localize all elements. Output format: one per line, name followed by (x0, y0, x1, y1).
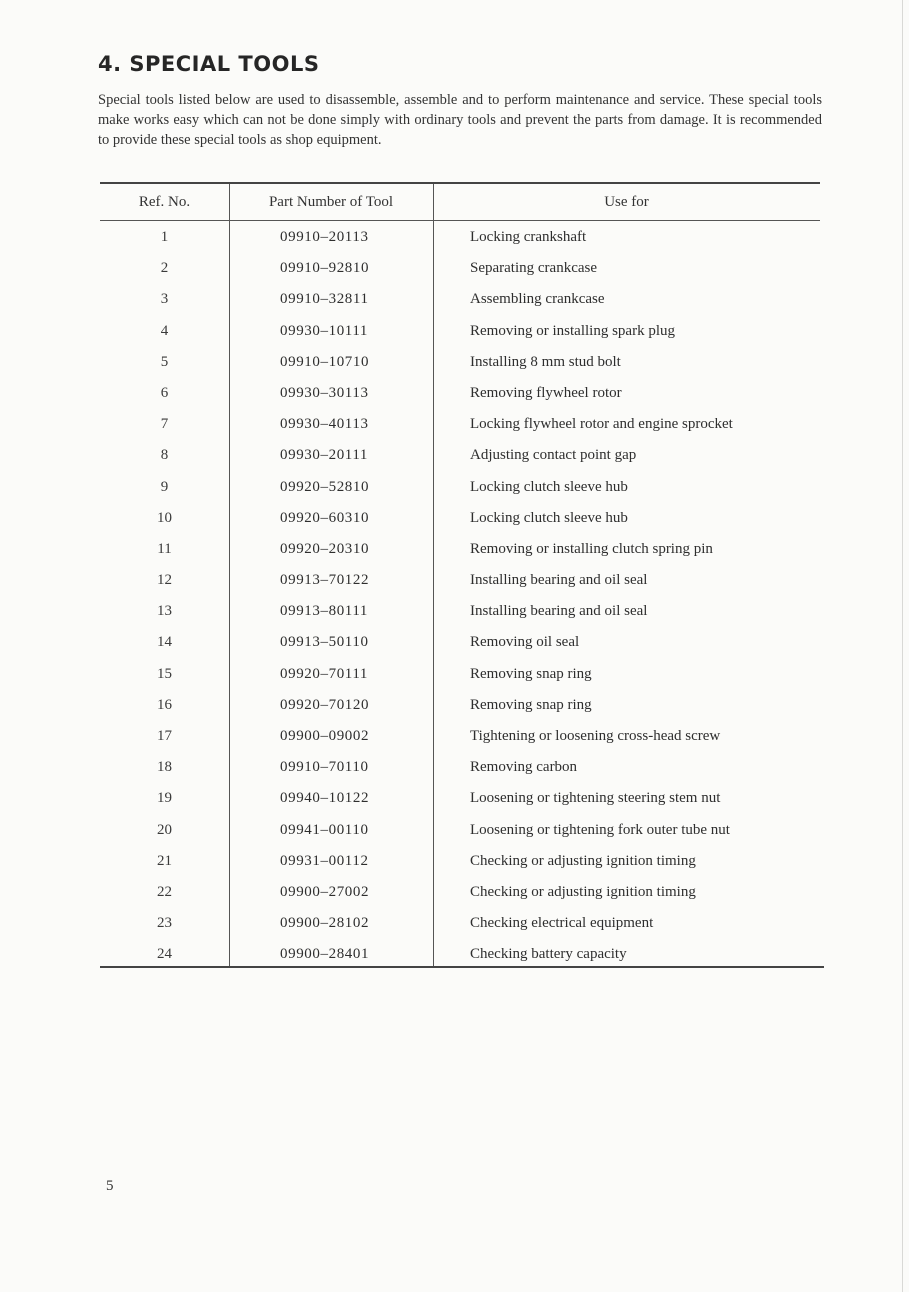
use-for-cell: Locking flywheel rotor and engine sprocket (470, 416, 733, 433)
part-number-cell: 09920–60310 (280, 509, 370, 526)
table-row (100, 257, 824, 288)
header-part-number: Part Number of Tool (268, 194, 394, 210)
intro-paragraph: Special tools listed below are used to disassemble, assemble and to perform maintenance and service. These special tools make works easy which can not be done simply with ordinary tools and prevent the parts from damage. It is recommended to provide these special tools as shop equipment. (98, 92, 822, 148)
table-row (100, 725, 824, 756)
table-row (100, 631, 824, 662)
ref-cell: 20 (157, 821, 172, 838)
ref-cell: 6 (160, 384, 169, 401)
ref-cell: 12 (157, 572, 172, 589)
table-row (100, 476, 824, 507)
table-row (100, 943, 824, 974)
part-number-cell: 09920–70111 (280, 665, 368, 682)
page-number: 5 (106, 1178, 114, 1194)
header-ref-no: Ref. No. (138, 194, 191, 210)
ref-cell: 13 (157, 603, 172, 620)
part-number-cell: 09910–10710 (280, 353, 370, 370)
part-number-cell: 09910–70110 (280, 759, 369, 776)
ref-cell: 3 (160, 291, 169, 308)
part-number-cell: 09930–10111 (280, 322, 368, 339)
table-row (100, 538, 824, 569)
use-for-cell: Locking crankshaft (470, 229, 587, 245)
use-for-cell: Removing flywheel rotor (470, 384, 622, 401)
part-number-cell: 09900–28401 (280, 946, 370, 963)
use-for-cell: Checking or adjusting ignition timing (470, 852, 696, 869)
use-for-cell: Installing bearing and oil seal (470, 572, 648, 589)
ref-cell: 15 (157, 665, 172, 682)
part-number-cell: 09930–30113 (280, 384, 369, 401)
use-for-cell: Removing snap ring (470, 665, 592, 682)
use-for-cell: Checking or adjusting ignition timing (470, 883, 696, 900)
section-heading: 4. SPECIAL TOOLS (98, 52, 320, 76)
table-row (100, 351, 824, 382)
part-number-cell: 09910–32811 (280, 291, 369, 308)
use-for-cell: Removing snap ring (470, 696, 592, 713)
header-use-for: Use for (604, 194, 649, 210)
table-row (100, 663, 824, 694)
ref-cell: 11 (157, 540, 172, 557)
part-number-cell: 09913–80111 (280, 603, 368, 620)
table-header-rule (100, 220, 820, 221)
table-row (100, 382, 824, 413)
use-for-cell: Checking electrical equipment (470, 915, 654, 932)
part-number-cell: 09900–27002 (280, 883, 370, 900)
table-row (100, 756, 824, 787)
table-row (100, 444, 824, 475)
use-for-cell: Removing oil seal (470, 634, 580, 651)
use-for-cell: Loosening or tightening steering stem nut (470, 790, 721, 807)
part-number-cell: 09900–28102 (280, 915, 370, 932)
ref-cell: 23 (157, 915, 172, 932)
part-number-cell: 09940–10122 (280, 790, 370, 807)
part-number-cell: 09920–70120 (280, 696, 370, 713)
ref-cell: 8 (160, 447, 169, 464)
ref-cell: 7 (160, 416, 169, 433)
table-row (100, 850, 824, 881)
use-for-cell: Removing carbon (470, 759, 578, 776)
ref-cell: 24 (157, 946, 172, 963)
use-for-cell: Locking clutch sleeve hub (470, 478, 628, 495)
part-number-cell: 09900–09002 (280, 728, 370, 744)
use-for-cell: Removing or installing clutch spring pin (470, 540, 713, 557)
use-for-cell: Separating crankcase (470, 260, 598, 277)
part-number-cell: 09910–92810 (280, 260, 370, 277)
ref-cell: 10 (157, 509, 172, 526)
use-for-cell: Assembling crankcase (470, 291, 605, 308)
table-row (100, 507, 824, 538)
table-row (100, 413, 824, 444)
part-number-cell: 09910–20113 (280, 229, 369, 245)
part-number-cell: 09913–70122 (280, 572, 370, 589)
table-row (100, 288, 824, 319)
page-edge (902, 0, 903, 1292)
use-for-cell: Locking clutch sleeve hub (470, 509, 628, 526)
table-row (100, 226, 824, 257)
ref-cell: 16 (157, 696, 172, 713)
part-number-cell: 09920–20310 (280, 540, 370, 557)
table-row (100, 600, 824, 631)
ref-cell: 4 (160, 322, 169, 339)
use-for-cell: Installing 8 mm stud bolt (470, 353, 621, 370)
part-number-cell: 09930–40113 (280, 416, 369, 433)
use-for-cell: Loosening or tightening fork outer tube nut (470, 821, 730, 838)
ref-cell: 21 (157, 852, 172, 869)
ref-cell: 2 (160, 260, 169, 277)
part-number-cell: 09930–20111 (280, 447, 368, 464)
use-for-cell: Checking battery capacity (470, 946, 627, 963)
table-row (100, 881, 824, 912)
ref-cell: 5 (160, 353, 169, 370)
table-row (100, 569, 824, 600)
ref-cell: 17 (157, 728, 172, 744)
ref-cell: 9 (160, 478, 169, 495)
ref-cell: 14 (157, 634, 172, 651)
use-for-cell: Installing bearing and oil seal (470, 603, 648, 620)
part-number-cell: 09920–52810 (280, 478, 370, 495)
ref-cell: 1 (160, 229, 169, 245)
part-number-cell: 09941–00110 (280, 821, 369, 838)
table-top-rule (100, 182, 820, 184)
part-number-cell: 09931–00112 (280, 852, 369, 869)
table-row (100, 787, 824, 818)
ref-cell: 18 (157, 759, 172, 776)
table-row (100, 819, 824, 850)
ref-cell: 19 (157, 790, 172, 807)
table-row (100, 912, 824, 943)
part-number-cell: 09913–50110 (280, 634, 369, 651)
use-for-cell: Removing or installing spark plug (470, 322, 675, 339)
table-body (100, 226, 824, 975)
use-for-cell: Tightening or loosening cross-head screw (470, 728, 721, 744)
table-row (100, 694, 824, 725)
ref-cell: 22 (157, 883, 172, 900)
use-for-cell: Adjusting contact point gap (470, 447, 637, 464)
table-row (100, 320, 824, 351)
table-bottom-rule (100, 966, 824, 968)
